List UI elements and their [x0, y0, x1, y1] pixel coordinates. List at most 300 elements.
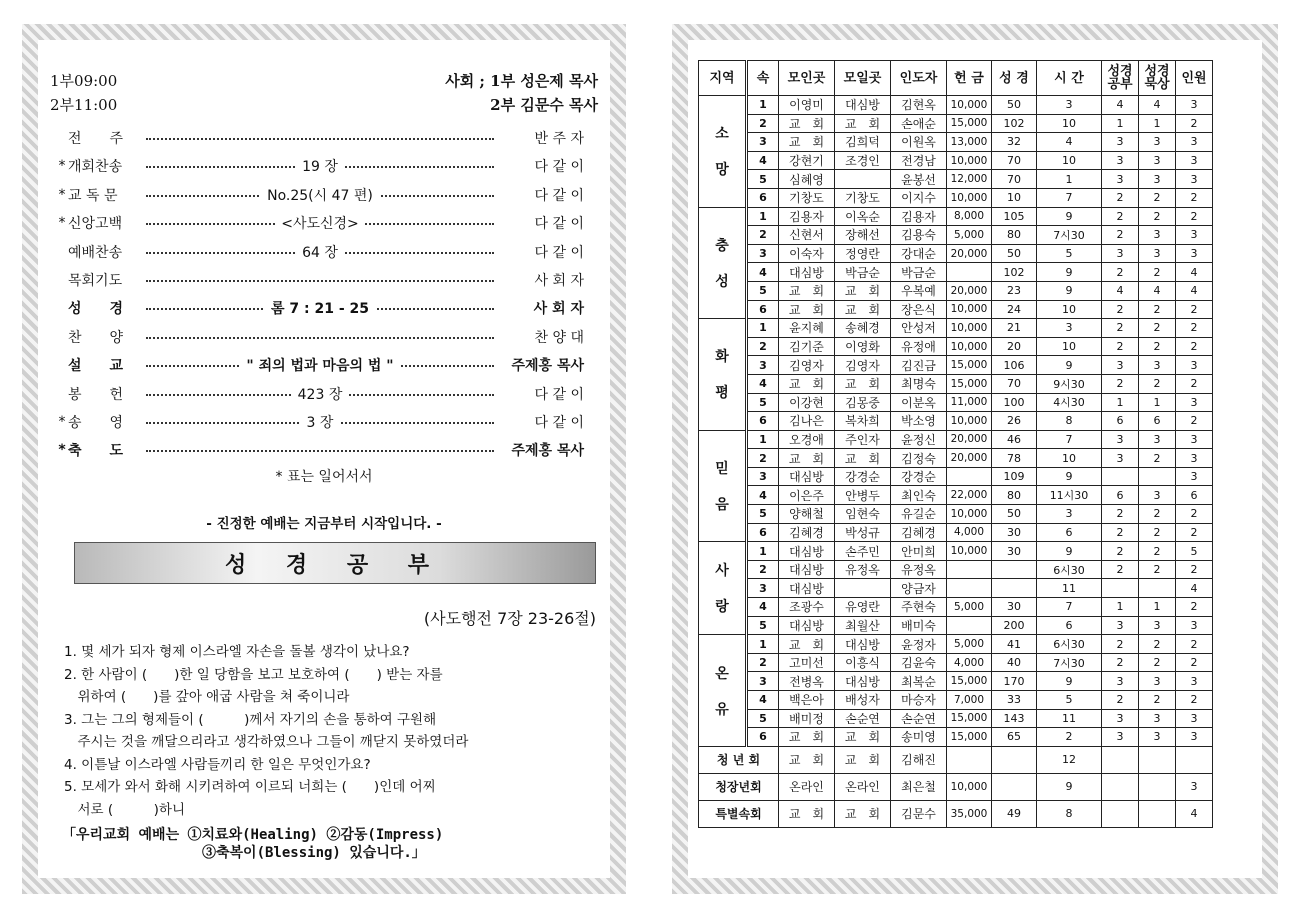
- cell-name: 윤정자: [891, 635, 947, 654]
- cell-name: 김용숙: [891, 226, 947, 245]
- cell-number: 2: [747, 560, 779, 579]
- cell-count: 3: [1176, 170, 1213, 189]
- cell-name: 손애순: [891, 114, 947, 133]
- order-item: 개회찬송: [68, 159, 123, 176]
- order-row: [56, 296, 584, 320]
- cell-name: 김윤숙: [891, 653, 947, 672]
- table-row: [699, 635, 1213, 654]
- cell-bible: 30: [992, 598, 1037, 617]
- cell-number: 3: [747, 356, 779, 375]
- order-row: [56, 325, 584, 349]
- question-line: 서로 ( )하니: [64, 801, 185, 818]
- order-row: [56, 410, 584, 434]
- cell-count: 2: [1176, 319, 1213, 338]
- footer-line-2: ③축복이(Blessing) 있습니다.」: [202, 845, 426, 861]
- cell-count: 2: [1139, 635, 1176, 654]
- order-leader: 다 같 이: [534, 415, 584, 431]
- cell-count: 4: [1176, 281, 1213, 300]
- cell-count: 3: [1102, 133, 1139, 152]
- cell-name: 장은식: [891, 300, 947, 319]
- cell-bible: 33: [992, 691, 1037, 710]
- cell-time: 10: [1037, 151, 1102, 170]
- cell-name: 유정옥: [891, 560, 947, 579]
- cell-count: 2: [1176, 523, 1213, 542]
- table-row: [699, 96, 1213, 115]
- cell-bible: 50: [992, 505, 1037, 524]
- order-item: 신앙고백: [68, 216, 123, 233]
- cell-bible: 100: [992, 393, 1037, 412]
- cell-name: 김현옥: [891, 96, 947, 115]
- cell-count: 2: [1176, 653, 1213, 672]
- cell-count: 2: [1102, 542, 1139, 561]
- cell-name: 유정애: [891, 337, 947, 356]
- slogan: - 진정한 예배는 지금부터 시작입니다. -: [206, 516, 442, 532]
- column-header: 성경 공부: [1102, 61, 1139, 96]
- cell-count: 2: [1102, 635, 1139, 654]
- cell-name: 고미선: [779, 653, 835, 672]
- cell-name: 우복예: [891, 281, 947, 300]
- cell-name: 교 회: [779, 281, 835, 300]
- cell-count: [1176, 746, 1213, 773]
- cell-offering: 12,000: [947, 170, 992, 189]
- question-line: 위하여 ( )를 갚아 애굽 사람을 쳐 죽이니라: [64, 689, 350, 705]
- table-row: [699, 374, 1213, 393]
- cell-number: 2: [747, 653, 779, 672]
- table-row: [699, 728, 1213, 747]
- cell-offering: 20,000: [947, 430, 992, 449]
- banner-title: 성 경 공 부: [225, 552, 445, 578]
- order-row: [56, 126, 584, 150]
- order-leader: 다 같 이: [534, 386, 584, 403]
- cell-count: 3: [1139, 430, 1176, 449]
- cell-bible: 32: [992, 133, 1037, 152]
- cell-bible: 109: [992, 467, 1037, 486]
- order-item: 송 영: [68, 415, 124, 431]
- cell-time: 4: [1037, 133, 1102, 152]
- order-row: [56, 438, 584, 462]
- cell-bible: 80: [992, 226, 1037, 245]
- cell-bible: 30: [992, 542, 1037, 561]
- cell-time: 3: [1037, 319, 1102, 338]
- cell-bible: 49: [992, 800, 1037, 827]
- cell-bible: 46: [992, 430, 1037, 449]
- cell-name: 안미희: [891, 542, 947, 561]
- cell-count: 3: [1102, 728, 1139, 747]
- order-dots: [146, 298, 494, 318]
- cell-count: 2: [1102, 505, 1139, 524]
- cell-number: 4: [747, 691, 779, 710]
- cell-count: 3: [1176, 467, 1213, 486]
- cell-count: 4: [1176, 579, 1213, 598]
- cell-count: 3: [1102, 170, 1139, 189]
- cell-offering: 22,000: [947, 486, 992, 505]
- table-row: [699, 412, 1213, 431]
- cell-count: 3: [1139, 170, 1176, 189]
- cell-name: 윤봉선: [891, 170, 947, 189]
- cell-count: 2: [1102, 560, 1139, 579]
- question-line: 5. 모세가 와서 화해 시키려하여 이르되 너희는 ( )인데 어찌: [64, 779, 436, 795]
- cell-bible: 105: [992, 207, 1037, 226]
- order-row: [56, 353, 584, 377]
- cell-count: 3: [1176, 393, 1213, 412]
- cell-count: [1102, 579, 1139, 598]
- cell-count: 3: [1102, 672, 1139, 691]
- cell-name: 김용자: [891, 207, 947, 226]
- cell-count: 5: [1176, 542, 1213, 561]
- cell-offering: 10,000: [947, 319, 992, 338]
- cell-name: 교 회: [779, 449, 835, 468]
- table-row: [699, 467, 1213, 486]
- cell-time: 11시30: [1037, 486, 1102, 505]
- cell-time: 8: [1037, 412, 1102, 431]
- cell-time: 2: [1037, 728, 1102, 747]
- cell-time: 10: [1037, 300, 1102, 319]
- cell-name: 이옥순: [835, 207, 891, 226]
- cell-name: 손주민: [835, 542, 891, 561]
- cell-bible: 20: [992, 337, 1037, 356]
- table-row: [699, 542, 1213, 561]
- table-row: [699, 691, 1213, 710]
- cell-number: 1: [747, 430, 779, 449]
- cell-count: 3: [1102, 709, 1139, 728]
- cell-count: 4: [1139, 281, 1176, 300]
- order-leader: 다 같 이: [534, 216, 584, 233]
- group-label-cell: 청장년회: [699, 773, 779, 800]
- column-header: 모인곳: [779, 61, 835, 96]
- cell-bible: 78: [992, 449, 1037, 468]
- order-row: [56, 382, 584, 406]
- cell-offering: [947, 560, 992, 579]
- cell-count: 3: [1176, 151, 1213, 170]
- cell-name: 기창도: [779, 188, 835, 207]
- cell-name: 배미정: [779, 709, 835, 728]
- cell-number: 4: [747, 486, 779, 505]
- cell-name: 최은철: [891, 773, 947, 800]
- cell-bible: 102: [992, 114, 1037, 133]
- cell-time: 7시30: [1037, 226, 1102, 245]
- cell-time: 6시30: [1037, 560, 1102, 579]
- cell-count: 6: [1102, 486, 1139, 505]
- order-leader: 반 주 자: [534, 131, 584, 147]
- cell-time: 6: [1037, 616, 1102, 635]
- cell-offering: 5,000: [947, 226, 992, 245]
- cell-count: 6: [1176, 486, 1213, 505]
- cell-count: 4: [1176, 800, 1213, 827]
- cell-name: 조광수: [779, 598, 835, 617]
- standing-marker: *: [58, 186, 66, 203]
- table-row: [699, 281, 1213, 300]
- order-detail: 19 장: [296, 156, 344, 176]
- cell-name: 배성자: [835, 691, 891, 710]
- cell-name: 교 회: [779, 133, 835, 152]
- cell-name: 김영자: [779, 356, 835, 375]
- cell-name: 교 회: [779, 374, 835, 393]
- cell-count: 1: [1139, 598, 1176, 617]
- cell-bible: 80: [992, 486, 1037, 505]
- order-leader: 다 같 이: [534, 244, 584, 261]
- group-label-cell: 청 년 회: [699, 746, 779, 773]
- cell-count: 3: [1176, 356, 1213, 375]
- order-detail: 423 장: [292, 384, 349, 404]
- cell-name: 조경인: [835, 151, 891, 170]
- cell-count: 3: [1139, 486, 1176, 505]
- table-row: [699, 505, 1213, 524]
- cell-offering: 20,000: [947, 244, 992, 263]
- order-dots: [146, 412, 494, 432]
- order-leader: 사 회 자: [533, 301, 584, 318]
- cell-offering: 20,000: [947, 281, 992, 300]
- cell-name: 강현기: [779, 151, 835, 170]
- cell-name: 이지수: [891, 188, 947, 207]
- cell-offering: [947, 579, 992, 598]
- cell-name: 교 회: [779, 635, 835, 654]
- table-row: [699, 800, 1213, 827]
- order-item: 봉 헌: [68, 386, 124, 403]
- cell-count: 2: [1176, 412, 1213, 431]
- cell-name: 교 회: [779, 114, 835, 133]
- cell-number: 1: [747, 542, 779, 561]
- cell-number: 5: [747, 281, 779, 300]
- cell-count: 3: [1139, 616, 1176, 635]
- table-row: [699, 653, 1213, 672]
- order-dots: [146, 384, 494, 404]
- table-row: [699, 226, 1213, 245]
- cell-name: 김나은: [779, 412, 835, 431]
- host-line-2: 2부 김문수 목사: [490, 96, 598, 114]
- order-item: 교 독 문: [68, 187, 118, 204]
- cell-bible: 70: [992, 151, 1037, 170]
- order-detail: 3 장: [301, 412, 340, 432]
- cell-count: 2: [1102, 653, 1139, 672]
- order-item: 설 교: [68, 358, 124, 375]
- cell-offering: 20,000: [947, 449, 992, 468]
- cell-name: 최명숙: [891, 374, 947, 393]
- column-header: 지역: [699, 61, 747, 96]
- cell-time: 9: [1037, 263, 1102, 282]
- cell-offering: 11,000: [947, 393, 992, 412]
- cell-number: 3: [747, 579, 779, 598]
- question-line: 4. 이튿날 이스라엘 사람들끼리 한 일은 무엇인가요?: [64, 756, 371, 773]
- cell-count: 2: [1102, 374, 1139, 393]
- cell-count: 3: [1176, 449, 1213, 468]
- cell-count: [1139, 773, 1176, 800]
- table-row: [699, 579, 1213, 598]
- cell-bible: [992, 579, 1037, 598]
- cell-number: 1: [747, 207, 779, 226]
- cell-name: 김해진: [891, 746, 947, 773]
- cell-name: 이영화: [835, 337, 891, 356]
- order-leader: 사 회 자: [534, 273, 584, 289]
- cell-time: 12: [1037, 746, 1102, 773]
- cell-count: 3: [1139, 728, 1176, 747]
- cell-name: 손순연: [835, 709, 891, 728]
- left-page: [22, 24, 626, 894]
- order-row: [56, 154, 584, 178]
- cell-count: 3: [1102, 616, 1139, 635]
- cell-time: 10: [1037, 337, 1102, 356]
- cell-name: 복차희: [835, 412, 891, 431]
- cell-count: 2: [1139, 207, 1176, 226]
- cell-count: [1102, 773, 1139, 800]
- cell-time: 7: [1037, 188, 1102, 207]
- cell-number: 4: [747, 374, 779, 393]
- footer-line-1: 「우리교회 예배는 ①치료와(Healing) ②감동(Impress): [62, 827, 444, 843]
- cell-number: 2: [747, 226, 779, 245]
- cell-count: 2: [1139, 300, 1176, 319]
- cell-offering: 10,000: [947, 300, 992, 319]
- cell-count: 4: [1176, 263, 1213, 282]
- cell-count: 2: [1102, 263, 1139, 282]
- cell-number: 2: [747, 449, 779, 468]
- cell-time: 6시30: [1037, 635, 1102, 654]
- cell-count: 3: [1176, 709, 1213, 728]
- cell-time: 9: [1037, 773, 1102, 800]
- cell-count: 2: [1139, 337, 1176, 356]
- cell-name: 강경순: [891, 467, 947, 486]
- cell-name: 백은아: [779, 691, 835, 710]
- cell-name: 유길순: [891, 505, 947, 524]
- cell-offering: 10,000: [947, 96, 992, 115]
- cell-count: 2: [1176, 188, 1213, 207]
- cell-count: 2: [1102, 691, 1139, 710]
- cell-name: 유영란: [835, 598, 891, 617]
- cell-number: 4: [747, 151, 779, 170]
- right-page: [672, 24, 1278, 894]
- cell-number: 3: [747, 467, 779, 486]
- cell-count: 3: [1176, 226, 1213, 245]
- cell-name: 강경순: [835, 467, 891, 486]
- cell-offering: 7,000: [947, 691, 992, 710]
- cell-number: 5: [747, 393, 779, 412]
- cell-name: 최복순: [891, 672, 947, 691]
- cell-name: 유정옥: [835, 560, 891, 579]
- region-cell: 화 평: [699, 319, 747, 431]
- order-item: 전 주: [68, 131, 124, 147]
- cell-name: 대심방: [835, 635, 891, 654]
- cell-time: 7: [1037, 598, 1102, 617]
- table-row: [699, 170, 1213, 189]
- order-item: 축 도: [68, 443, 124, 460]
- cell-bible: 70: [992, 374, 1037, 393]
- cell-name: 양금자: [891, 579, 947, 598]
- order-detail: No.25(시 47 편): [261, 185, 379, 205]
- cell-name: 교 회: [835, 281, 891, 300]
- cell-count: 2: [1102, 523, 1139, 542]
- cell-count: 4: [1102, 281, 1139, 300]
- cell-name: 김희덕: [835, 133, 891, 152]
- column-header: 시 간: [1037, 61, 1102, 96]
- cell-name: 배미숙: [891, 616, 947, 635]
- cell-name: 대심방: [835, 96, 891, 115]
- cell-offering: 10,000: [947, 337, 992, 356]
- table-row: [699, 523, 1213, 542]
- table-row: [699, 356, 1213, 375]
- region-cell: 사 랑: [699, 542, 747, 635]
- cell-count: 3: [1102, 244, 1139, 263]
- cell-offering: 4,000: [947, 653, 992, 672]
- cell-name: 교 회: [779, 300, 835, 319]
- cell-bible: 24: [992, 300, 1037, 319]
- table-row: [699, 560, 1213, 579]
- cell-count: 2: [1102, 207, 1139, 226]
- table-row: [699, 393, 1213, 412]
- cell-count: 3: [1176, 244, 1213, 263]
- cell-name: 대심방: [779, 263, 835, 282]
- cell-number: 5: [747, 616, 779, 635]
- cell-number: 1: [747, 96, 779, 115]
- cell-count: 3: [1176, 430, 1213, 449]
- cell-name: 대심방: [779, 542, 835, 561]
- cell-offering: 15,000: [947, 374, 992, 393]
- cell-name: 교 회: [835, 449, 891, 468]
- cell-name: 안성저: [891, 319, 947, 338]
- table-row: [699, 244, 1213, 263]
- cell-bible: 70: [992, 170, 1037, 189]
- cell-time: 10: [1037, 114, 1102, 133]
- cell-count: 2: [1176, 114, 1213, 133]
- cell-count: 2: [1139, 542, 1176, 561]
- cell-time: 9: [1037, 281, 1102, 300]
- cell-name: 교 회: [779, 728, 835, 747]
- cell-count: 3: [1176, 672, 1213, 691]
- cell-name: 임현숙: [835, 505, 891, 524]
- cell-offering: 15,000: [947, 672, 992, 691]
- order-detail: 64 장: [296, 242, 344, 262]
- cell-count: 3: [1139, 356, 1176, 375]
- standing-marker: *: [58, 215, 66, 232]
- cell-count: 3: [1176, 728, 1213, 747]
- cell-bible: 50: [992, 96, 1037, 115]
- table-row: [699, 207, 1213, 226]
- cell-name: 이분옥: [891, 393, 947, 412]
- column-header: 헌 금: [947, 61, 992, 96]
- cell-count: 1: [1139, 114, 1176, 133]
- cell-name: 교 회: [835, 728, 891, 747]
- cell-count: 2: [1139, 188, 1176, 207]
- table-row: [699, 672, 1213, 691]
- column-header: 속: [747, 61, 779, 96]
- cell-count: 3: [1139, 672, 1176, 691]
- cell-count: 2: [1139, 263, 1176, 282]
- cell-count: 3: [1176, 773, 1213, 800]
- cell-count: 2: [1176, 374, 1213, 393]
- cell-number: 1: [747, 319, 779, 338]
- cell-name: 박성규: [835, 523, 891, 542]
- cell-count: 3: [1139, 709, 1176, 728]
- cell-count: 6: [1139, 412, 1176, 431]
- table-row: [699, 449, 1213, 468]
- question-line: 2. 한 사람이 ( )한 일 당함을 보고 보호하여 ( ) 받는 자를: [64, 666, 443, 683]
- cell-offering: 35,000: [947, 800, 992, 827]
- cell-count: 3: [1102, 151, 1139, 170]
- cell-count: [1102, 800, 1139, 827]
- cell-bible: 30: [992, 523, 1037, 542]
- order-leader: 찬 양 대: [534, 329, 584, 346]
- cell-time: 9: [1037, 207, 1102, 226]
- cell-name: 심혜영: [779, 170, 835, 189]
- table-row: [699, 746, 1213, 773]
- cell-name: 박금순: [835, 263, 891, 282]
- region-cell: 충 성: [699, 207, 747, 319]
- cell-bible: 106: [992, 356, 1037, 375]
- cell-bible: 26: [992, 412, 1037, 431]
- cell-number: 2: [747, 114, 779, 133]
- table-row: [699, 188, 1213, 207]
- cell-time: 3: [1037, 96, 1102, 115]
- cell-name: 최월산: [835, 616, 891, 635]
- cell-offering: [947, 263, 992, 282]
- order-row: [56, 211, 584, 235]
